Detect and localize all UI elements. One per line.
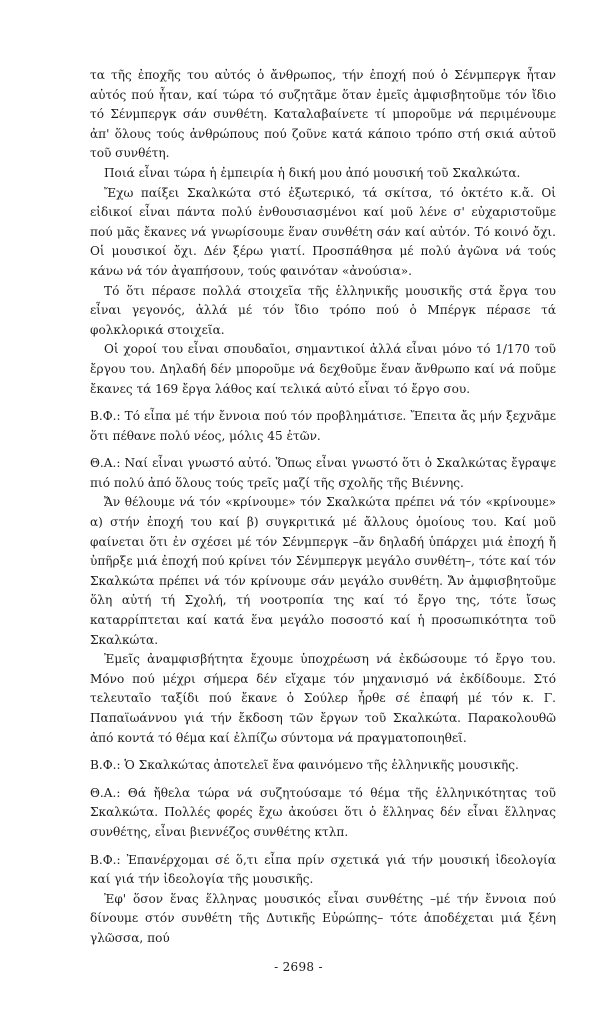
paragraph: Ποιά εἶναι τώρα ἡ ἐμπειρία ἡ δική μου ἀπό μουσική τοῦ Σκαλκώτα. [104, 165, 521, 180]
paragraph: Ἐφ' ὅσον ἕνας ἕλληνας μουσικός εἶναι συνθέτης –μέ τήν ἔννοια πού δίνουμε στόν συνθέτη τῆς Δυτικῆς Εὐρώπης– τότε ἀποδέχεται μιά ξένη γλῶσσα, πού [90, 891, 556, 945]
body-text [90, 66, 556, 949]
paragraph: Ἐμεῖς ἀναμφισβήτητα ἔχουμε ὑποχρέωση νά ἐκδώσουμε τό ἔργο του. Μόνο πού μέχρι σήμερα δέν εἴχαμε τόν μηχανισμό νά ἐκδίδουμε. Στό τελευταῖο ταξίδι πού ἔκανε ὁ Σούλερ ἦρθε σέ ἐπαφή μέ τόν κ. Γ. Παπαϊωάννου γιά τήν ἔκδοση τῶν ἔργων τοῦ Σκαλκώτα. Παρακολουθῶ ἀπό κοντά τό θέμα καί ἐλπίζω σύντομα νά πραγματοποιηθεῖ. [90, 652, 556, 745]
paragraph-continuation: τα τῆς ἐποχῆς του αὐτός ὁ ἄνθρωπος, τήν ἐποχή πού ὁ Σένμπεργκ ἦταν αὐτός πού ἦταν, καί τώρα τό συζητᾶμε ὅταν ἐμεῖς ἀμφισβητοῦμε τόν ἴδιο τό Σένμπεργκ σάν συνθέτη. Καταλαβαίνετε τί μποροῦμε νά περιμένουμε ἀπ' ὅλους τούς ἀνθρώπους πού ζοῦνε κατά κάποιο τρόπο στή σκιά αὐτοῦ τοῦ συνθέτη. [90, 68, 556, 161]
paragraph: Τό ὅτι πέρασε πολλά στοιχεῖα τῆς ἑλληνικῆς μουσικῆς στά ἔργα του εἶναι γεγονός, ἀλλά μέ τόν ἴδιο τρόπο πού ὁ Μπέργκ πέρασε τά φολκλορικά στοιχεῖα. [90, 283, 556, 337]
paragraph: Ἄν θέλουμε νά τόν «κρίνουμε» τόν Σκαλκώτα πρέπει νά τόν «κρίνουμε» α) στήν ἐποχή του καί β) συγκριτικά μέ ἄλλους ὁμοίους του. Καί μοῦ φαίνεται ὅτι ἐν σχέσει μέ τόν Σένμπεργκ –ἄν δηλαδή ὑπάρχει μιά ἐποχή ἤ ὑπῆρξε μιά ἐποχή πού κρίνει τόν Σένμπεργκ μεγάλο συνθέτη–, τότε καί τόν Σκαλκώτα πρέπει νά τόν κρίνουμε σάν μεγάλο συνθέτη. Ἄν ἀμφισβητοῦμε ὅλη αὐτή τή Σχολή, τή νοοτροπία της καί τό ἔργο της, τότε ἴσως καταρρίπτεται καί κατά ἕνα μεγάλο ποσοστό καί ἡ προσωπικότητα τοῦ Σκαλκώτα. [90, 495, 556, 647]
speaker-paragraph-vf: Β.Φ.: Ἐπανέρχομαι σέ ὅ,τι εἶπα πρίν σχετικά γιά τήν μουσική ἰδεολογία καί γιά τήν ἰδεολογία τῆς μουσικῆς. [90, 852, 556, 887]
paragraph: Ἔχω παίξει Σκαλκώτα στό ἐξωτερικό, τά σκίτσα, τό ὀκτέτο κ.ἄ. Οἱ εἰδικοί εἶναι πάντα πολύ ἐνθουσιασμένοι καί μοῦ λένε σ' εὐχαριστοῦμε πού μᾶς ἔκανες νά γνωρίσουμε ἕναν συνθέτη σάν καί αὐτόν. Τό κοινό ὄχι. Οἱ μουσικοί ὄχι. Δέν ξέρω γιατί. Προσπάθησα μέ πολύ ἀγῶνα νά τούς κάνω νά τόν ἀγαπήσουν, τούς φαινόταν «ἀνούσια». [90, 185, 556, 278]
speaker-paragraph-vf: Β.Φ.: Ὁ Σκαλκώτας ἀποτελεῖ ἕνα φαινόμενο τῆς ἑλληνικῆς μουσικῆς. [90, 758, 519, 773]
page-number: - 2698 - [274, 960, 323, 974]
paragraph: Οἱ χοροί του εἶναι σπουδαῖοι, σημαντικοί ἀλλά εἶναι μόνο τό 1/170 τοῦ ἔργου του. Δηλαδή δέν μποροῦμε νά δεχθοῦμε ἕναν ἄνθρωπο καί νά ποῦμε ἔκανες τά 169 ἔργα λάθος καί τελικά αὐτό εἶναι τό ἔργο σου. [90, 342, 556, 396]
speaker-paragraph-ta: Θ.Α.: Θά ἤθελα τώρα νά συζητούσαμε τό θέμα τῆς ἑλληνικότητας τοῦ Σκαλκώτα. Πολλές φορές ἔχω ἀκούσει ὅτι ὁ ἕλληνας δέν εἶναι ἕλληνας συνθέτης, εἶναι βιεννέζος συνθέτης κτλπ. [90, 785, 556, 839]
speaker-paragraph-vf: Β.Φ.: Τό εἶπα μέ τήν ἔννοια πού τόν προβλημάτισε. Ἔπειτα ἄς μήν ξεχνᾶμε ὅτι πέθανε πολύ νέος, μόλις 45 ἐτῶν. [90, 409, 556, 443]
speaker-paragraph-ta: Θ.Α.: Ναί εἶναι γνωστό αὐτό. Ὅπως εἶναι γνωστό ὅτι ὁ Σκαλκώτας ἔγραψε πιό πολύ ἀπό ὅλους τούς τρεῖς μαζί τῆς σχολῆς τῆς Βιέννης. [90, 456, 556, 490]
